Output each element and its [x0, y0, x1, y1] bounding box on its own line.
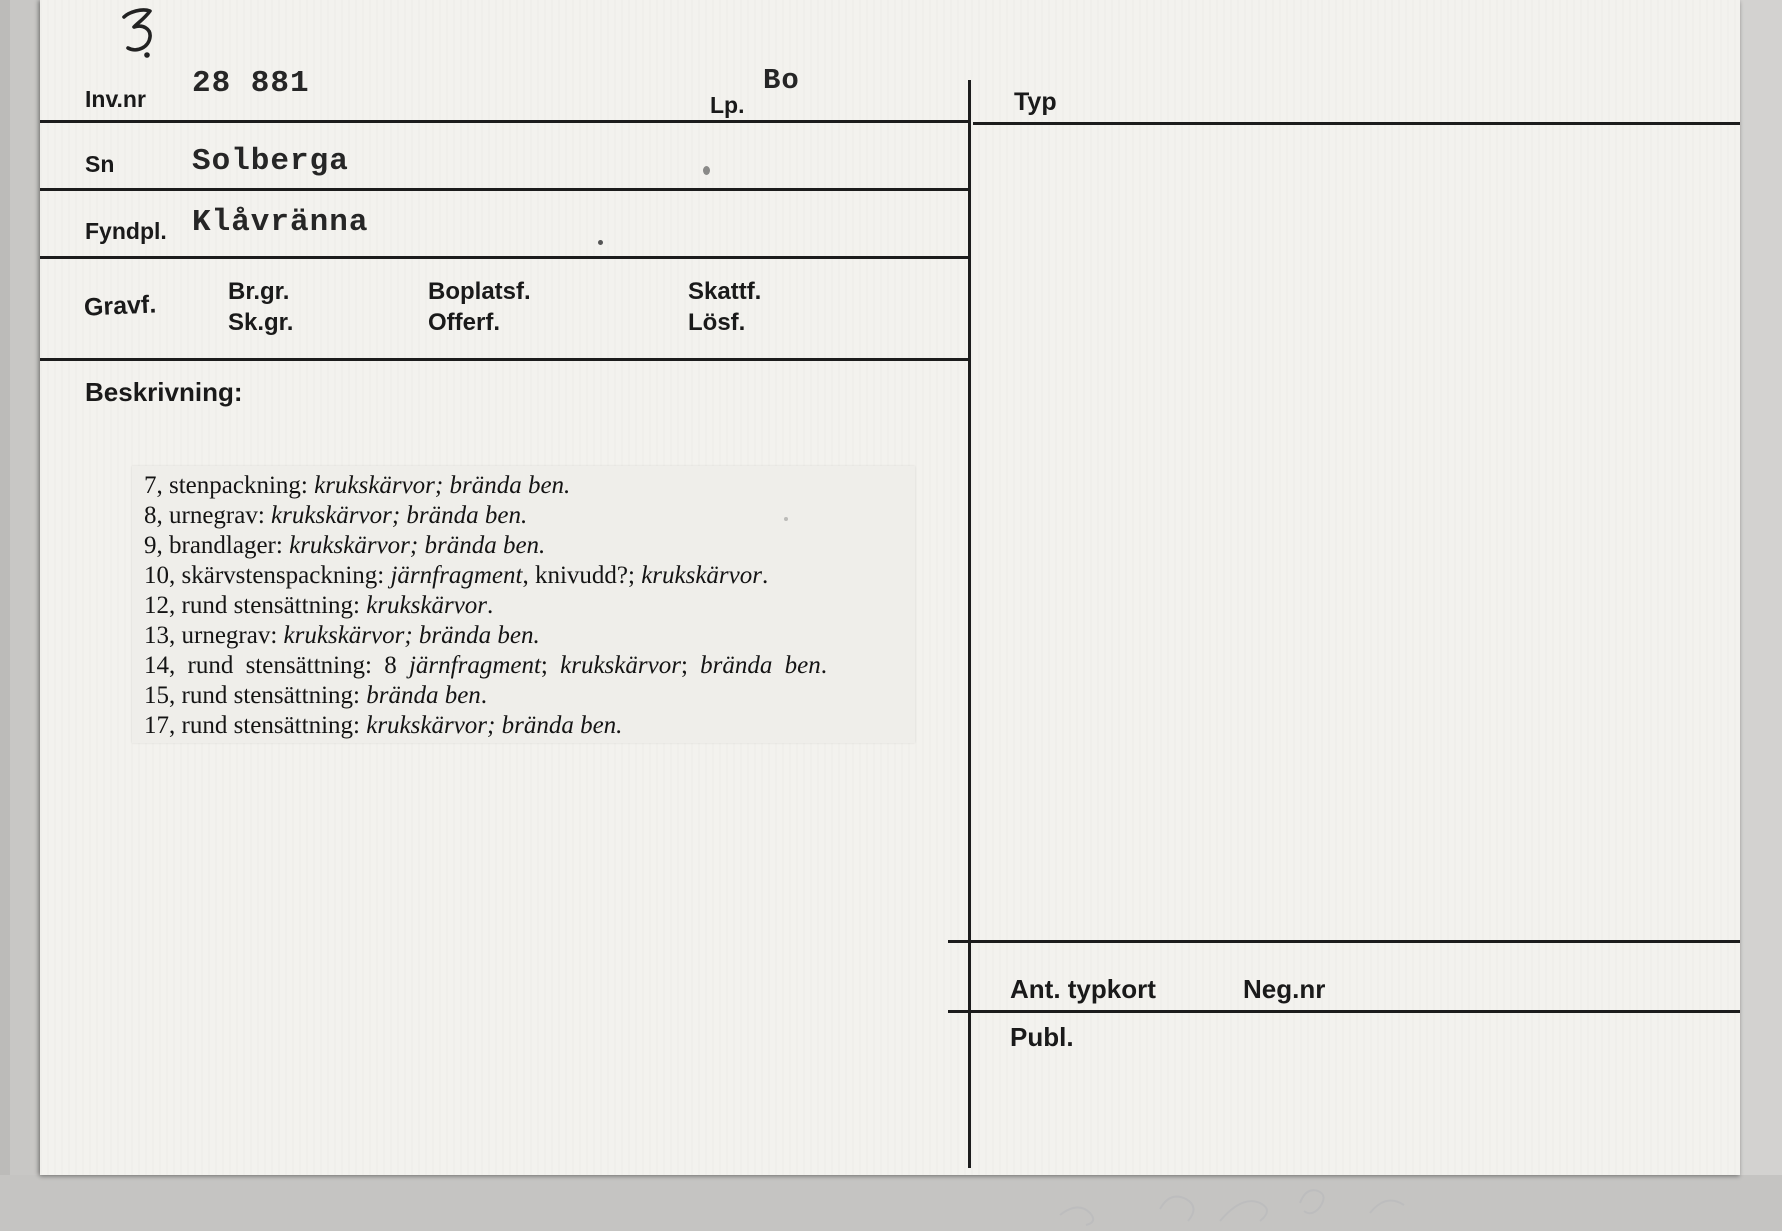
scan-speck — [784, 517, 788, 521]
ant-typkort-top-rule — [948, 940, 1740, 943]
sn-label: Sn — [85, 151, 115, 177]
category-br-gr: Br.gr. — [228, 278, 290, 305]
fyndpl-value: Klåvränna — [192, 205, 369, 240]
inv-nr-value: 28 881 — [192, 66, 310, 101]
ant-typkort-label: Ant. typkort — [1010, 974, 1156, 1004]
column-divider-rule — [968, 80, 971, 1168]
typ-label: Typ — [1014, 88, 1057, 116]
description-pasted-strip — [132, 466, 915, 743]
sn-value: Solberga — [192, 144, 349, 179]
description-line: 17, rund stensättning: krukskärvor; brända ben. — [144, 712, 623, 739]
lp-value: Bo — [763, 64, 800, 97]
scanner-background-bottom — [0, 1175, 1782, 1231]
gravf-label: Gravf. — [83, 290, 157, 322]
scanner-background-right — [1740, 0, 1782, 1231]
category-losf: Lösf. — [688, 309, 746, 336]
neg-nr-label: Neg.nr — [1243, 974, 1326, 1004]
category-boplatsf: Boplatsf. — [428, 278, 531, 305]
description-line: 13, urnegrav: krukskärvor; brända ben. — [144, 622, 540, 649]
scanner-edge-left — [0, 0, 10, 1231]
typ-rule — [973, 122, 1740, 125]
scan-speck — [703, 166, 710, 175]
description-line: 14, rund stensättning: 8 järnfragment; krukskärvor; brända ben. — [144, 652, 827, 679]
beskrivning-label: Beskrivning: — [85, 377, 243, 407]
inv-nr-rule — [40, 120, 968, 123]
handwritten-page-number — [114, 3, 166, 61]
gravf-rule — [40, 358, 968, 361]
description-line: 10, skärvstenspackning: järnfragment, knivudd?; krukskärvor. — [144, 562, 769, 589]
fyndpl-label: Fyndpl. — [85, 218, 167, 244]
scan-speck — [598, 240, 603, 245]
fyndpl-rule — [40, 256, 968, 259]
description-line: 8, urnegrav: krukskärvor; brända ben. — [144, 502, 528, 529]
lp-label: Lp. — [710, 92, 745, 118]
sn-rule — [40, 188, 968, 191]
category-offerf: Offerf. — [428, 309, 500, 336]
description-line: 15, rund stensättning: brända ben. — [144, 682, 488, 709]
ghost-writing-artifact — [1040, 1175, 1460, 1231]
inv-nr-label: Inv.nr — [85, 86, 146, 112]
publ-top-rule — [948, 1010, 1740, 1013]
category-sk-gr: Sk.gr. — [228, 309, 294, 336]
category-skattf: Skattf. — [688, 278, 762, 305]
index-card — [40, 0, 1740, 1175]
description-line: 9, brandlager: krukskärvor; brända ben. — [144, 532, 546, 559]
publ-label: Publ. — [1010, 1022, 1074, 1052]
description-list — [144, 471, 904, 741]
description-line: 7, stenpackning: krukskärvor; brända ben. — [144, 472, 571, 499]
description-line: 12, rund stensättning: krukskärvor. — [144, 592, 494, 619]
